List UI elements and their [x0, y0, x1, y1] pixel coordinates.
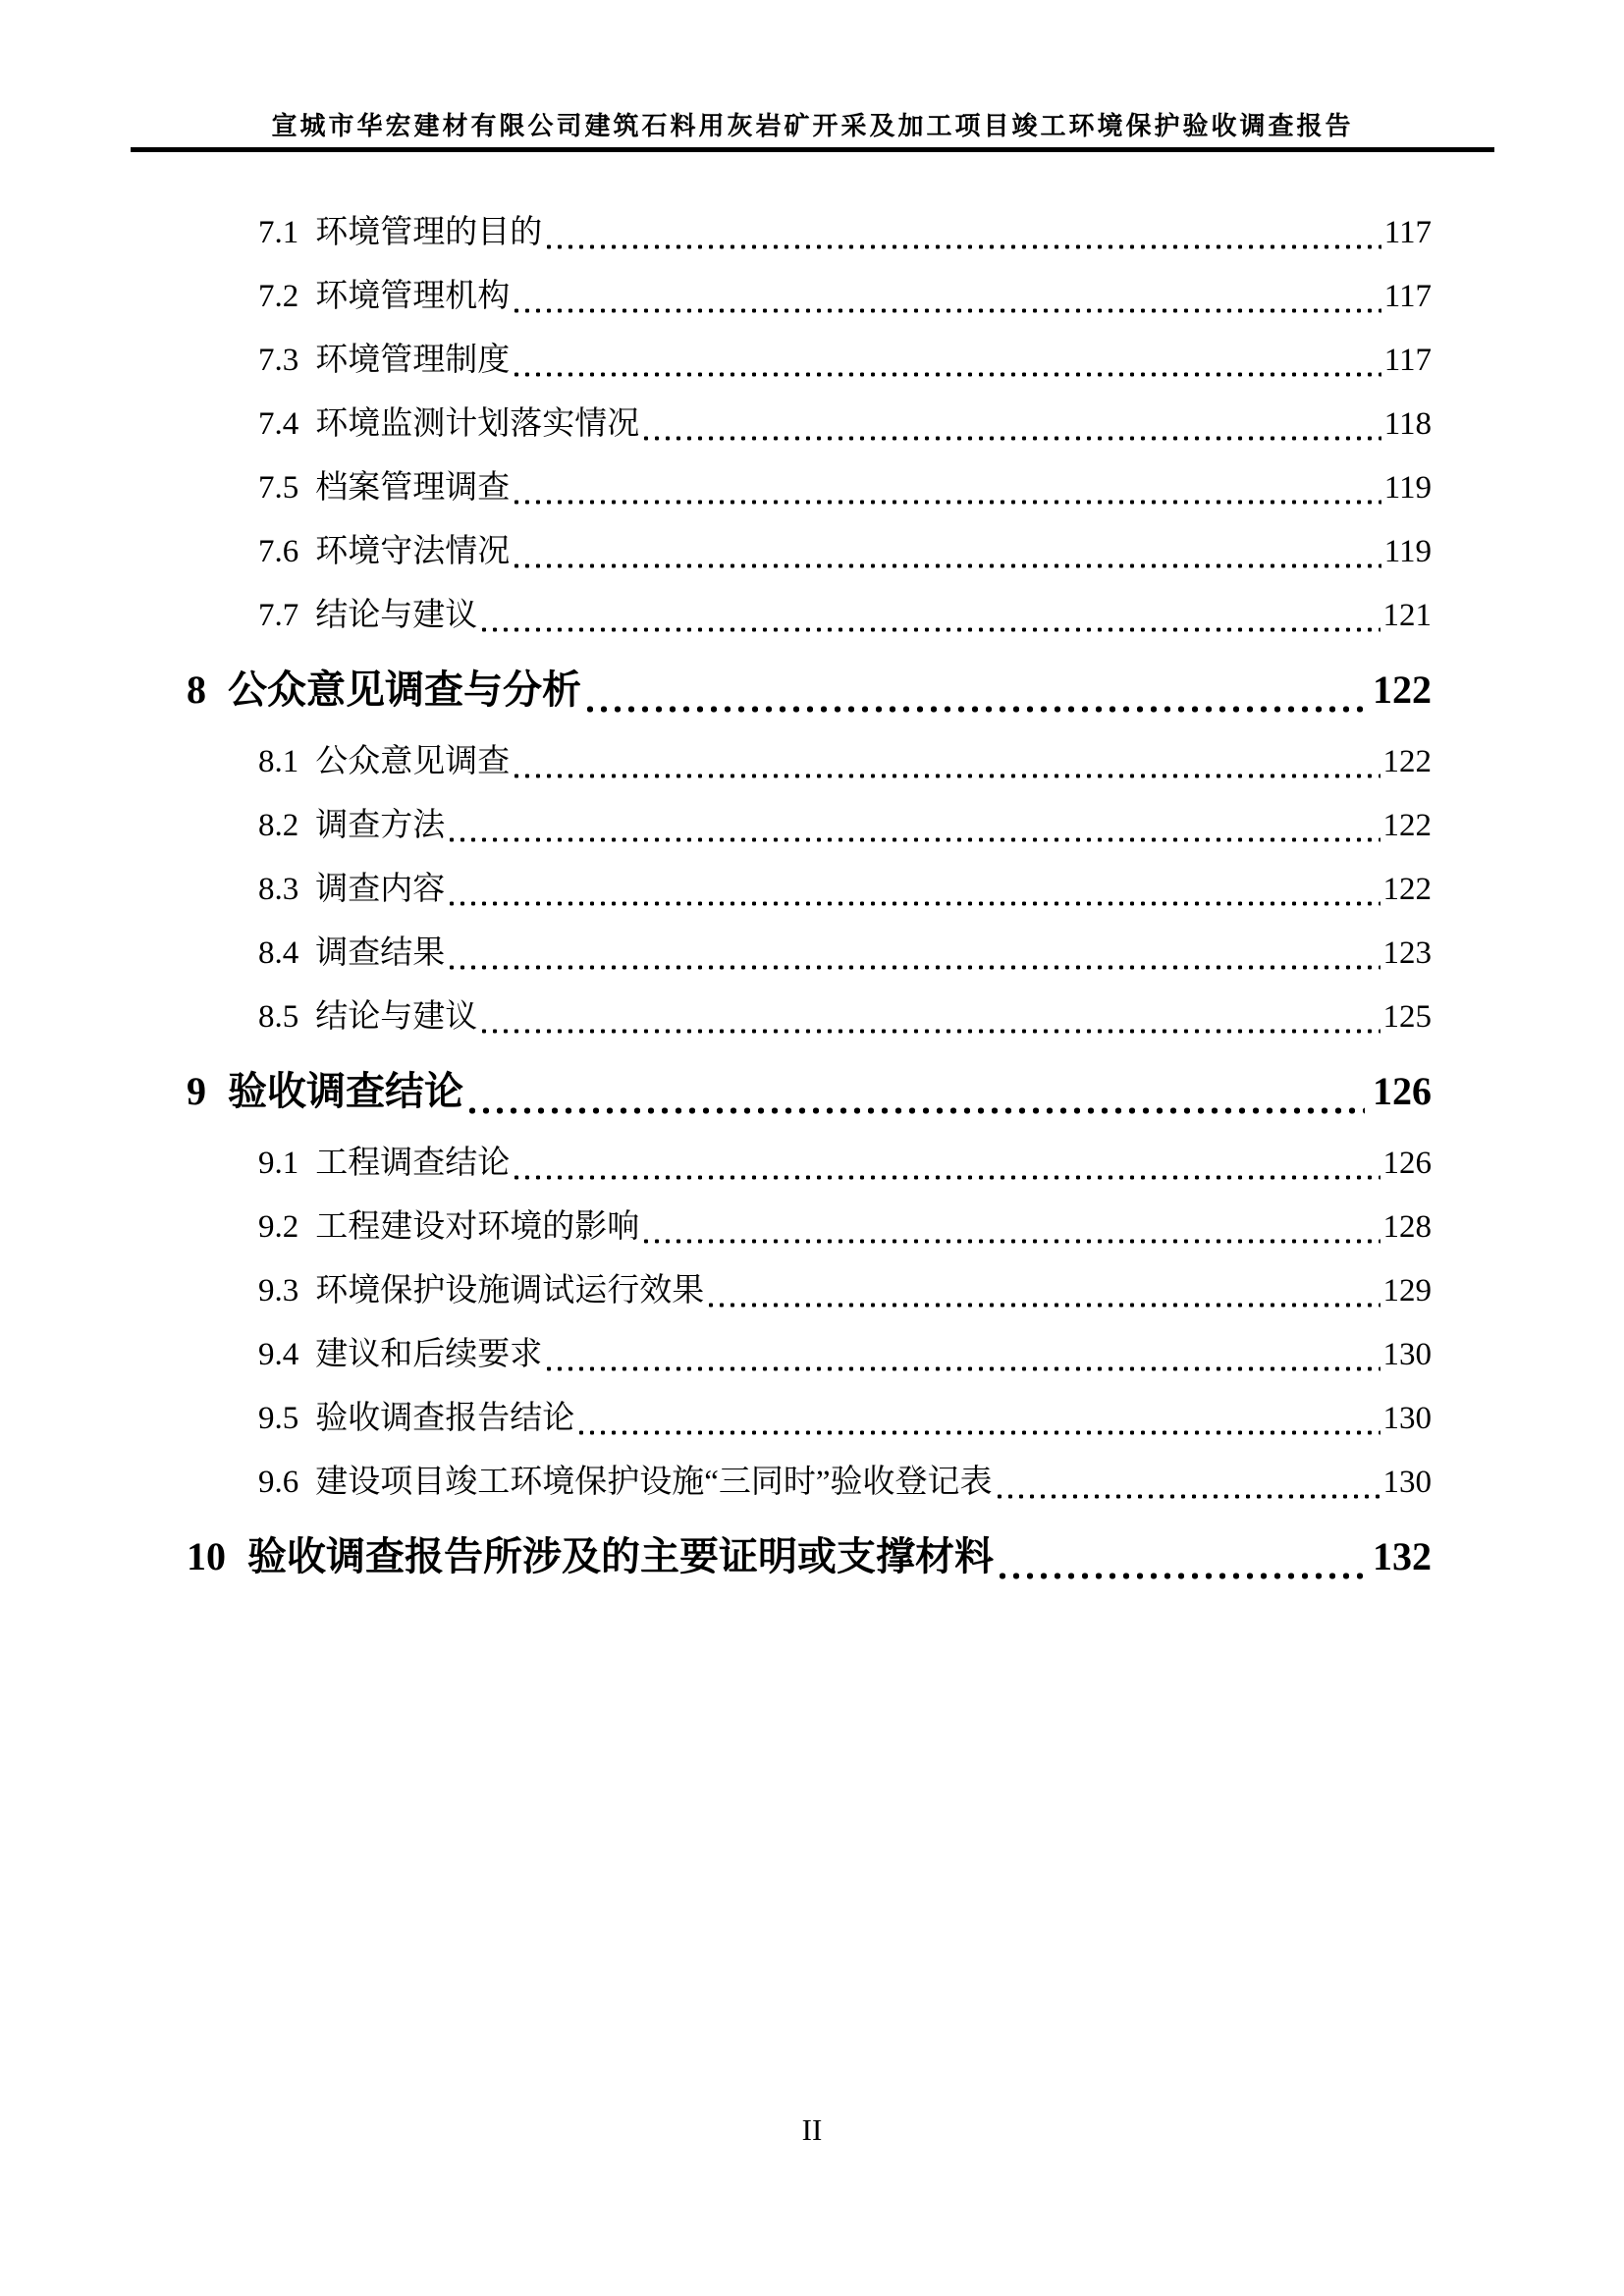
toc-entry-number: 9.1 — [258, 1146, 299, 1181]
toc-leader-dots — [514, 1174, 1380, 1181]
toc-leader-dots — [514, 371, 1380, 378]
toc-leader-dots — [708, 1302, 1380, 1308]
toc-leader-dots — [546, 1365, 1380, 1372]
toc-entry-page: 126 — [1373, 1069, 1432, 1113]
toc-entry-page: 123 — [1382, 935, 1432, 971]
toc-entry-page: 130 — [1382, 1401, 1432, 1436]
toc-entry-title: 环境监测计划落实情况 — [315, 406, 640, 442]
toc-leader-dots — [586, 705, 1365, 714]
toc-entry-title: 验收调查结论 — [228, 1069, 463, 1113]
toc-entry-number: 7.7 — [258, 598, 299, 633]
toc-entry-page: 119 — [1383, 470, 1432, 506]
toc-entry — [131, 256, 1432, 320]
toc-entry-page: 119 — [1383, 534, 1432, 569]
toc-entry — [131, 384, 1432, 448]
toc-entry-title: 调查内容 — [315, 872, 446, 907]
toc-entry-number: 9.5 — [258, 1401, 299, 1436]
toc-entry-page: 130 — [1382, 1465, 1432, 1500]
toc-entry — [131, 192, 1432, 256]
toc-leader-dots — [514, 773, 1380, 779]
toc-entry-title: 调查结果 — [315, 935, 446, 971]
toc-entry-number: 7.5 — [258, 470, 299, 506]
toc-leader-dots — [546, 243, 1380, 250]
toc-entry-title: 环境保护设施调试运行效果 — [315, 1273, 705, 1308]
toc-entry-title: 工程建设对环境的影响 — [315, 1209, 640, 1245]
toc-entry-title: 结论与建议 — [315, 598, 478, 633]
toc-entry-page: 129 — [1382, 1273, 1432, 1308]
toc-entry — [131, 448, 1432, 511]
toc-entry-number: 7.6 — [258, 534, 299, 569]
toc-entry-number: 7.3 — [258, 343, 299, 378]
toc-leader-dots — [514, 307, 1380, 314]
toc-entry-title: 结论与建议 — [315, 999, 478, 1035]
toc-leader-dots — [514, 499, 1380, 506]
toc-entry — [131, 721, 1432, 785]
toc-leader-dots — [643, 1238, 1380, 1245]
toc-entry-title: 验收调查报告结论 — [315, 1401, 575, 1436]
toc-leader-dots — [449, 836, 1380, 843]
footer-page-number: II — [801, 2112, 823, 2147]
toc-entry — [131, 1442, 1432, 1506]
toc-entry-page: 117 — [1383, 215, 1432, 250]
toc-entry — [131, 1123, 1432, 1187]
toc-entry — [131, 1378, 1432, 1442]
toc-leader-dots — [481, 1028, 1380, 1035]
toc-entry-page: 118 — [1383, 406, 1432, 442]
toc-entry-title: 建设项目竣工环境保护设施“三同时”验收登记表 — [315, 1465, 993, 1500]
toc-entry-number: 8 — [187, 667, 206, 712]
toc-entry — [131, 977, 1432, 1041]
toc-entry-number: 9.4 — [258, 1337, 299, 1372]
toc-entry — [131, 1506, 1432, 1588]
toc-entry-page: 122 — [1373, 667, 1432, 712]
toc-entry-number: 9.2 — [258, 1209, 299, 1245]
toc-leader-dots — [997, 1493, 1380, 1500]
toc-leader-dots — [643, 435, 1380, 442]
toc-entry-page: 121 — [1382, 598, 1432, 633]
toc-entry-number: 8.3 — [258, 872, 299, 907]
toc-entry-number: 7.4 — [258, 406, 299, 442]
toc-entry — [131, 785, 1432, 849]
toc-entry-title: 环境管理的目的 — [315, 215, 543, 250]
toc-entry-number: 7.2 — [258, 279, 299, 314]
toc-leader-dots — [481, 626, 1380, 633]
table-of-contents — [131, 192, 1432, 1588]
toc-entry-number: 9.6 — [258, 1465, 299, 1500]
toc-entry — [131, 639, 1432, 721]
toc-entry-title: 建议和后续要求 — [315, 1337, 543, 1372]
toc-entry-number: 9 — [187, 1069, 206, 1113]
toc-leader-dots — [514, 562, 1380, 569]
toc-leader-dots — [578, 1429, 1380, 1436]
toc-entry-page: 130 — [1382, 1337, 1432, 1372]
toc-entry-page: 122 — [1382, 808, 1432, 843]
toc-entry-title: 验收调查报告所涉及的主要证明或支撑材料 — [247, 1534, 994, 1578]
toc-entry — [131, 1314, 1432, 1378]
toc-entry-title: 公众意见调查 — [315, 744, 511, 779]
toc-entry — [131, 1251, 1432, 1314]
toc-entry — [131, 575, 1432, 639]
toc-entry-page: 132 — [1373, 1534, 1432, 1578]
toc-entry — [131, 1041, 1432, 1123]
toc-leader-dots — [449, 900, 1380, 907]
toc-entry — [131, 913, 1432, 977]
toc-entry-page: 126 — [1382, 1146, 1432, 1181]
toc-entry-title: 工程调查结论 — [315, 1146, 511, 1181]
toc-entry — [131, 849, 1432, 913]
toc-entry — [131, 1187, 1432, 1251]
toc-leader-dots — [999, 1572, 1365, 1580]
toc-entry-page: 122 — [1382, 744, 1432, 779]
toc-entry-number: 10 — [187, 1534, 226, 1578]
toc-entry-title: 调查方法 — [315, 808, 446, 843]
toc-entry-page: 122 — [1382, 872, 1432, 907]
toc-leader-dots — [449, 964, 1380, 971]
toc-entry-title: 环境守法情况 — [315, 534, 511, 569]
toc-entry-title: 档案管理调查 — [315, 470, 511, 506]
report-header-title: 宣城市华宏建材有限公司建筑石料用灰岩矿开采及加工项目竣工环境保护验收调查报告 — [271, 112, 1354, 140]
toc-leader-dots — [468, 1106, 1365, 1115]
toc-entry-number: 9.3 — [258, 1273, 299, 1308]
toc-entry-number: 8.5 — [258, 999, 299, 1035]
toc-entry-number: 7.1 — [258, 215, 299, 250]
toc-entry-title: 公众意见调查与分析 — [228, 667, 581, 712]
toc-entry-number: 8.2 — [258, 808, 299, 843]
toc-entry-number: 8.1 — [258, 744, 299, 779]
toc-entry-title: 环境管理机构 — [315, 279, 511, 314]
toc-entry-title: 环境管理制度 — [315, 343, 511, 378]
header-rule — [131, 147, 1494, 152]
toc-entry-number: 8.4 — [258, 935, 299, 971]
toc-entry-page: 125 — [1382, 999, 1432, 1035]
toc-entry-page: 128 — [1382, 1209, 1432, 1245]
toc-entry-page: 117 — [1383, 279, 1432, 314]
toc-entry — [131, 320, 1432, 384]
toc-entry-page: 117 — [1383, 343, 1432, 378]
toc-entry — [131, 511, 1432, 575]
